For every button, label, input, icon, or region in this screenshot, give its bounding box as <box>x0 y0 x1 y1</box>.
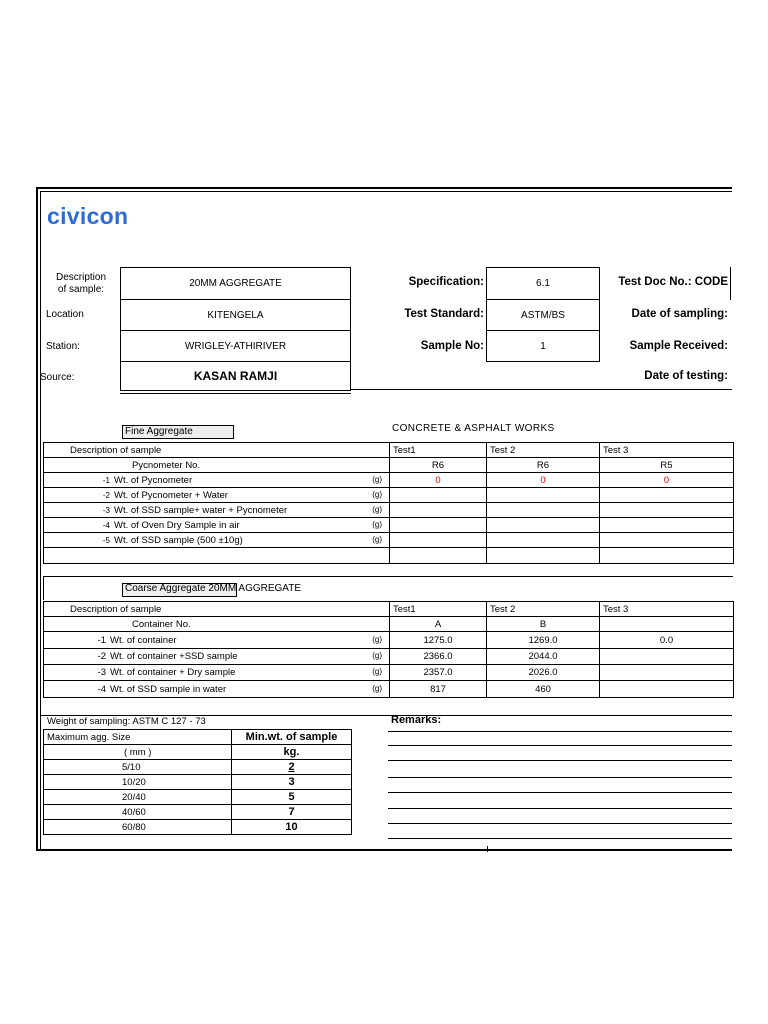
size-cell: 10/20 <box>44 775 232 790</box>
header-min-wt: Min.wt. of sample <box>232 730 352 745</box>
weight-table <box>43 729 352 835</box>
cell[interactable] <box>487 503 600 518</box>
table-row <box>44 632 734 649</box>
remarks-line[interactable] <box>388 760 732 761</box>
cell[interactable] <box>600 548 734 564</box>
table-row <box>44 617 734 632</box>
cell[interactable]: 2357.0 <box>390 665 487 681</box>
section-title: CONCRETE & ASPHALT WORKS <box>392 423 555 434</box>
header-test2: Test 2 <box>487 602 600 617</box>
cell[interactable]: A <box>390 617 487 632</box>
cell[interactable] <box>390 503 487 518</box>
table-header-row <box>44 730 352 745</box>
date-of-testing-label: Date of testing: <box>644 370 728 382</box>
source-underline <box>120 393 351 394</box>
cell[interactable]: R5 <box>600 458 734 473</box>
test-doc-box-edge <box>730 267 731 300</box>
station-value[interactable]: WRIGLEY-ATHIRIVER <box>120 330 351 362</box>
header-max-agg-size: Maximum agg. Size <box>44 730 232 745</box>
remarks-line[interactable] <box>388 823 732 824</box>
cell[interactable]: 0 <box>390 473 487 488</box>
table-row <box>44 518 734 533</box>
specification-label: Specification: <box>408 276 484 288</box>
size-cell: 40/60 <box>44 805 232 820</box>
coarse-aggregate-title: Coarse Aggregate 20MM AGGREGATE <box>125 583 302 594</box>
location-label: Location <box>46 309 84 320</box>
cell[interactable] <box>390 533 487 548</box>
coarse-section-edge <box>43 576 44 600</box>
test-standard-label: Test Standard: <box>404 308 484 320</box>
table-row <box>44 820 352 835</box>
weight-table-title: Weight of sampling: ASTM C 127 - 73 <box>47 716 206 727</box>
cell[interactable] <box>390 548 487 564</box>
table-row <box>44 533 734 548</box>
table-row <box>44 665 734 681</box>
test-doc-label: Test Doc No.: CODE <box>618 276 728 288</box>
cell[interactable] <box>487 488 600 503</box>
table-row <box>44 760 352 775</box>
header-test2: Test 2 <box>487 443 600 458</box>
pycnometer-label: Pycnometer No. <box>44 458 390 473</box>
sample-no-value[interactable]: 1 <box>486 330 600 362</box>
cell[interactable]: B <box>487 617 600 632</box>
cell[interactable]: 2366.0 <box>390 649 487 665</box>
cell[interactable]: 2026.0 <box>487 665 600 681</box>
header-description: Description of sample <box>44 602 390 617</box>
cell[interactable]: 0 <box>487 473 600 488</box>
unit-kg: kg. <box>232 745 352 760</box>
description-label: Description of sample: <box>55 272 107 295</box>
cell[interactable]: 0 <box>600 473 734 488</box>
row-label: -3 Wt. of SSD sample+ water + Pycnometer (g) <box>44 503 390 518</box>
weight-cell: 2 <box>232 760 352 775</box>
cell[interactable] <box>600 503 734 518</box>
company-logo: civicon <box>47 203 129 229</box>
table-header-row <box>44 602 734 617</box>
weight-cell: 3 <box>232 775 352 790</box>
sample-no-label: Sample No: <box>420 340 484 352</box>
description-value[interactable]: 20MM AGGREGATE <box>120 267 351 300</box>
source-label: Source: <box>40 372 75 383</box>
weight-cell: 10 <box>232 820 352 835</box>
remarks-label: Remarks: <box>391 714 442 726</box>
size-cell: 5/10 <box>44 760 232 775</box>
frame-border-top-inner <box>40 191 732 192</box>
cell[interactable] <box>44 548 390 564</box>
size-cell: 60/80 <box>44 820 232 835</box>
table-row <box>44 745 352 760</box>
cell[interactable]: R6 <box>487 458 600 473</box>
remarks-line[interactable] <box>388 731 732 732</box>
row-label: -1 Wt. of container (g) <box>44 632 390 649</box>
header-test3: Test 3 <box>600 443 734 458</box>
row-label: -4 Wt. of SSD sample in water (g) <box>44 681 390 698</box>
cell[interactable] <box>600 665 734 681</box>
table-row <box>44 458 734 473</box>
sample-received-label: Sample Received: <box>629 340 728 352</box>
header-test1: Test1 <box>390 602 487 617</box>
cell[interactable]: 1275.0 <box>390 632 487 649</box>
table-row <box>44 805 352 820</box>
date-of-sampling-label: Date of sampling: <box>631 308 728 320</box>
row-label: -1 Wt. of Pycnometer (g) <box>44 473 390 488</box>
table-row <box>44 775 352 790</box>
row-label: -2 Wt. of container +SSD sample (g) <box>44 649 390 665</box>
weight-cell: 5 <box>232 790 352 805</box>
remarks-line[interactable] <box>388 838 732 839</box>
cell[interactable]: 1269.0 <box>487 632 600 649</box>
unit-mm: ( mm ) <box>44 745 232 760</box>
table-row <box>44 488 734 503</box>
header-test3: Test 3 <box>600 602 734 617</box>
table-row <box>44 503 734 518</box>
table-row <box>44 473 734 488</box>
row-label: -5 Wt. of SSD sample (500 ±10g) (g) <box>44 533 390 548</box>
cell[interactable] <box>487 518 600 533</box>
row-label: -3 Wt. of container + Dry sample (g) <box>44 665 390 681</box>
size-cell: 20/40 <box>44 790 232 805</box>
fine-aggregate-tab[interactable]: Fine Aggregate <box>122 425 234 439</box>
cell[interactable]: 0.0 <box>600 632 734 649</box>
fine-aggregate-table <box>43 442 734 564</box>
frame-border-left-inner <box>40 191 41 850</box>
table-row <box>44 790 352 805</box>
remarks-line[interactable] <box>388 777 732 778</box>
specification-value[interactable]: 6.1 <box>486 267 600 300</box>
cell[interactable]: R6 <box>390 458 487 473</box>
cell[interactable] <box>390 518 487 533</box>
station-label: Station: <box>46 341 80 352</box>
source-value[interactable]: KASAN RAMJI <box>120 361 351 391</box>
test-standard-value[interactable]: ASTM/BS <box>486 299 600 331</box>
cell[interactable] <box>600 617 734 632</box>
container-label: Container No. <box>44 617 390 632</box>
table-row-blank <box>44 548 734 564</box>
remarks-line[interactable] <box>388 792 732 793</box>
header-description: Description of sample <box>44 443 390 458</box>
cell[interactable] <box>600 488 734 503</box>
footer-tick <box>487 846 488 852</box>
cell[interactable] <box>600 681 734 698</box>
cell[interactable] <box>487 533 600 548</box>
row-label: -4 Wt. of Oven Dry Sample in air (g) <box>44 518 390 533</box>
frame-border-left <box>36 187 38 850</box>
cell[interactable]: 2044.0 <box>487 649 600 665</box>
frame-border-top <box>36 187 732 189</box>
location-value[interactable]: KITENGELA <box>120 299 351 331</box>
cell[interactable] <box>487 548 600 564</box>
cell[interactable] <box>600 518 734 533</box>
coarse-section-top <box>43 576 733 577</box>
table-row <box>44 649 734 665</box>
table-row <box>44 681 734 698</box>
row-label: -2 Wt. of Pycnometer + Water (g) <box>44 488 390 503</box>
coarse-aggregate-table <box>43 601 734 698</box>
frame-border-bottom <box>36 849 732 851</box>
header-test1: Test1 <box>390 443 487 458</box>
cell[interactable] <box>600 533 734 548</box>
cell[interactable] <box>600 649 734 665</box>
cell[interactable]: 817 <box>390 681 487 698</box>
header-rule <box>350 389 732 390</box>
remarks-line[interactable] <box>388 745 732 746</box>
cell[interactable]: 460 <box>487 681 600 698</box>
weight-cell: 7 <box>232 805 352 820</box>
remarks-line[interactable] <box>388 808 732 809</box>
table-header-row <box>44 443 734 458</box>
cell[interactable] <box>390 488 487 503</box>
